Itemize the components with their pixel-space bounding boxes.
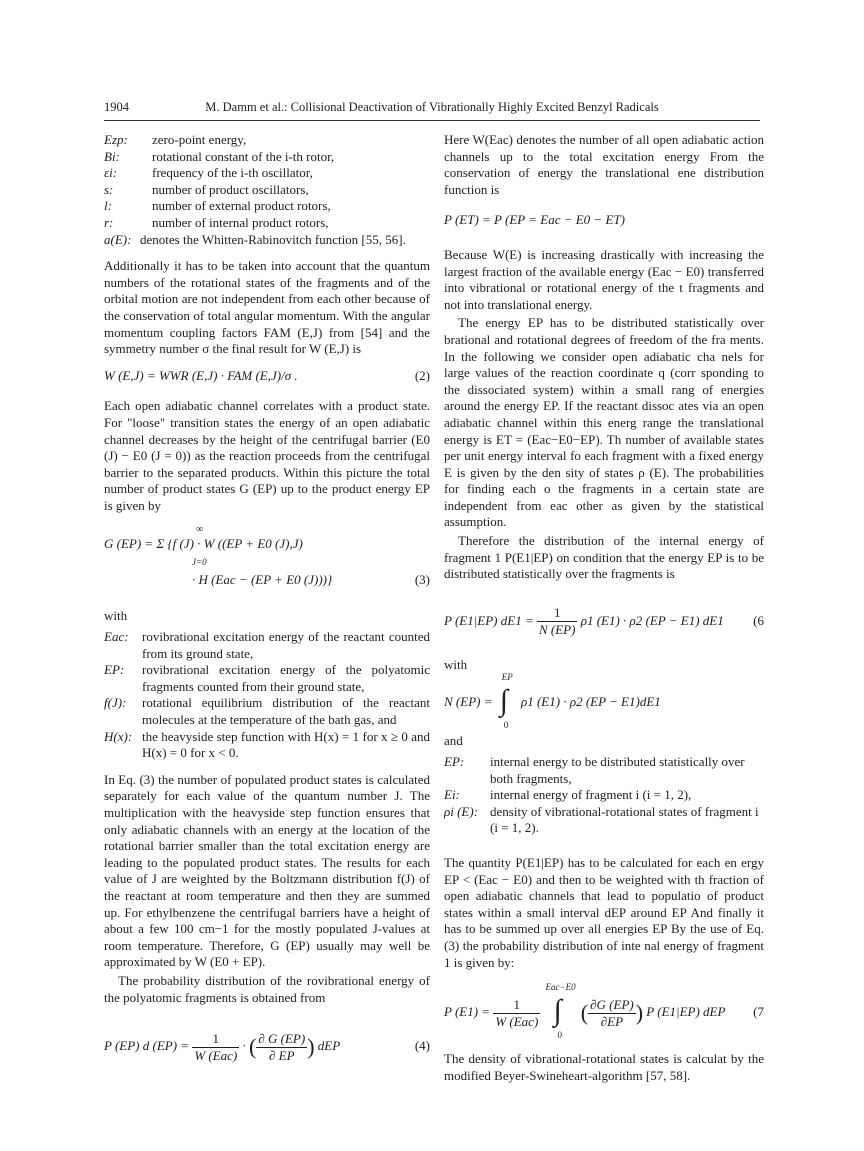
definition-term: Ei: [444,787,460,803]
definition-term: εi: [104,165,118,181]
equation-lhs: P (E1|EP) dE1 = [444,612,534,628]
right-column [444,132,764,1092]
equation-body: W (E,J) = WWR (E,J) · FAM (E,J)/σ . [104,367,298,383]
integral-upper-limit: EP [501,672,513,683]
definition-row [104,165,430,182]
definition-term: Bi: [104,148,120,164]
definition-text: number of product oscillators, [152,181,309,197]
definition-text: denotes the Whitten-Rabinovitch function [55, 56]. [140,231,406,247]
definition-text: rovibrational excitation energy of the reactant counted from its ground state, [142,629,430,661]
definition-text: frequency of the i-th oscillator, [152,165,313,181]
equation-3 [104,524,430,594]
equation-tail: P (E1|EP) dEP [646,1004,726,1020]
paragraph: and [444,733,463,749]
equation-4 [104,1024,430,1068]
sum-lower-limit: J=0 [192,557,207,568]
definition-text: internal energy to be distributed statistically over both fragments, [490,754,745,786]
equation-number: (6 [753,612,764,628]
fraction [588,997,636,1030]
fraction [493,997,540,1030]
equation-operator: · [242,1038,246,1054]
numerator: 1 [537,605,577,622]
denominator: N (EP) [538,622,576,638]
sum-upper-limit: ∞ [196,524,204,536]
equation-n [444,672,764,731]
definition-text: density of vibrational-rotational states of fragment i (i = 1, 2). [490,803,759,836]
definition-row [104,215,430,232]
paragraph: The density of vibrational-rotational states is calculat by the modified Beyer-Swineheart-algorithm [57, 58]. [444,1051,764,1083]
numerator: 1 [493,997,540,1014]
paragraph: In Eq. (3) the number of populated product states is calculated separately for each value of the quantum number J. The multiplication with the heavyside step function ensures that only adiabatic channels with an energy at the location of the rotational barrier smaller than the total excitation energy are leading to the populated product states. The results for each value of J are weighted by the Boltzmann distribution f(J) of the reactant at room temperature and then they are summed up. For ethylbenzene the centrifugal barriers have a height of about a few 100 cm−1 for the mostly populated J-values at room temperature. Therefore, G (EP) usually may well be approximated by W (E0 + EP). [104,771,430,970]
integral-sign [544,982,578,1041]
definition-term: Eac: [104,629,129,645]
numerator: ∂ G (EP) [258,1030,306,1046]
running-title: M. Damm et al.: Collisional Deactivation of Vibrationally Highly Excited Benzyl Radicals [205,100,659,114]
definition-row [104,662,430,695]
definition-text: the heavyside step function with H(x) = 1 for x ≥ 0 and H(x) = 0 for x < 0. [142,728,430,761]
integral-upper-limit: Eac−E0 [545,982,576,993]
integral-lower-limit: 0 [503,720,509,731]
equation-lhs: N (EP) = [444,694,493,710]
definition-text: rovibrational excitation energy of the polyatomic fragments counted from their ground state, [142,662,430,694]
symbol-definitions-2 [104,629,430,762]
denominator: W (Eac) [495,1013,539,1029]
definition-text: zero-point energy, [152,132,247,147]
integral-lower-limit: 0 [557,1030,563,1041]
equation-number: (7 [753,1004,764,1020]
definition-row [444,754,764,787]
running-header [104,98,760,121]
right-paren: ) [635,1000,644,1026]
paragraph: Each open adiabatic channel correlates with a product state. For "loose" transition states the energy of an open adiabatic channel decreases by the height of the centrifugal barrier (E0 (J) − E0 (J = 0)) as the reaction proceeds from the centrifugal barrier to the separated products. Within this picture the total number of product states G (EP) up to the product energy EP is given by [104,398,430,513]
equation-number: (4) [414,1038,430,1054]
left-column [104,132,430,1082]
definition-term: EP: [104,662,125,678]
definition-term: s: [104,181,114,197]
integral-symbol: ∫ [553,994,562,1028]
equation-rhs: ρ1 (E1) · ρ2 (EP − E1)dE1 [520,694,661,710]
paragraph: Here W(Eac) denotes the number of all open adiabatic action channels up to the total excitation energy From the conservation of energy the translational ene distribution function is [444,132,764,197]
numerator: ∂G (EP) [590,996,634,1012]
equation-body: G (EP) = Σ {f (J) · W ((EP + E0 (J),J) [104,536,303,552]
definition-row [104,149,430,166]
left-paren: ( [580,1000,589,1026]
page-number: 1904 [104,100,129,114]
integral-sign [496,672,518,731]
paragraph: The energy EP has to be distributed statistically over brational and rotational degrees of freedom of the fra ments. In the following we consider open adiabatic cha nels for large values of the reaction coordinate q (corr sponding to the dissociated system) within a small rang of energies around the energy EP. If the reactant dissoc ates via an open adiabatic channel within this energ range the translational energy is ET = (Eac−E0−EP). Th number of available states per unit energy interval fo each fragment with a fixed energy E is given by the den sity of states ρ (E). The probabilities for finding each o the fragments in a certain state are independent from eac other as given by the statistical assumption. [444,315,764,530]
definition-text: number of external product rotors, [152,198,331,214]
equation-number: (3) [414,572,430,588]
equation-6 [444,599,764,643]
numerator: 1 [192,1031,239,1048]
equation-5 [444,212,764,229]
fraction [256,1031,307,1064]
definition-term: Ezp: [104,132,128,147]
equation-rhs: ρ1 (E1) · ρ2 (EP − E1) dE1 [580,612,724,628]
definition-row [444,804,764,837]
definition-row [104,198,430,215]
definition-row [104,729,430,762]
denominator: W (Eac) [194,1047,238,1063]
fraction [537,605,577,638]
equation-2 [104,368,430,385]
definition-term: a(E): [104,231,132,247]
definition-term: r: [104,214,114,230]
equation-body: P (ET) = P (EP = Eac − E0 − ET) [444,212,625,228]
definition-text: rotational equilibrium distribution of the reactant molecules at the temperature of the bath gas, and [142,695,430,728]
equation-number: (2) [414,367,430,383]
right-paren: ) [307,1034,315,1060]
denominator: ∂ EP [268,1047,295,1063]
equation-7 [444,983,764,1041]
definition-row [104,132,430,149]
definition-row [104,232,430,249]
definition-text: rotational constant of the i-th rotor, [152,148,335,164]
definition-term: l: [104,198,112,214]
paragraph: Additionally it has to be taken into account that the quantum numbers of the rotational states of the fragments and of the orbital motion are not independent from each other because of the conservation of total angular momentum. With the angular momentum coupling factors FAM (E,J) from [54] and the symmetry number σ the final result for W (E,J) is [104,258,430,357]
definition-row [444,787,764,804]
fraction [192,1031,239,1064]
integral-symbol: ∫ [499,684,508,718]
definition-row [104,182,430,199]
equation-lhs: P (EP) d (EP) = [104,1038,190,1054]
paragraph: Therefore the distribution of the internal energy of fragment 1 P(E1|EP) on condition that the energy EP is to be distributed statistically over the fragments is [444,533,764,582]
definition-text: internal energy of fragment i (i = 1, 2), [490,787,692,803]
left-paren: ( [249,1034,257,1060]
definition-row [104,629,430,662]
paragraph: with [104,608,128,624]
definition-term: f(J): [104,695,127,711]
definition-term: ρi (E): [444,803,479,819]
definition-term: EP: [444,754,465,770]
definition-text: number of internal product rotors, [152,214,329,230]
paragraph: Because W(E) is increasing drastically with increasing the largest fraction of the available energy (Eac − E0) transferred into vibrational or rotational energy of the t fragments and not into translational energy. [444,246,764,312]
equation-tail: dEP [317,1038,341,1054]
paragraph: The probability distribution of the rovibrational energy of the polyatomic fragments is obtained from [104,972,430,1005]
definition-term: H(x): [104,728,133,744]
paragraph: with [444,656,468,672]
symbol-definitions-3 [444,754,764,837]
paragraph: The quantity P(E1|EP) has to be calculated for each en ergy EP < (Eac − E0) and then to be weighted with th fraction of open adiabatic channels that lead to populatio of product states within a small interval dEP around EP And finally it has to be summed up over all energies EP By the use of Eq. (3) the probability distribution of inte nal energy of fragment 1 is given by: [444,855,764,970]
denominator: ∂EP [600,1013,624,1029]
definition-row [104,695,430,728]
equation-lhs: P (E1) = [444,1004,491,1020]
symbol-definitions-1 [104,132,430,248]
equation-body-continued: · H (Eac − (EP + E0 (J)))} [192,572,333,588]
